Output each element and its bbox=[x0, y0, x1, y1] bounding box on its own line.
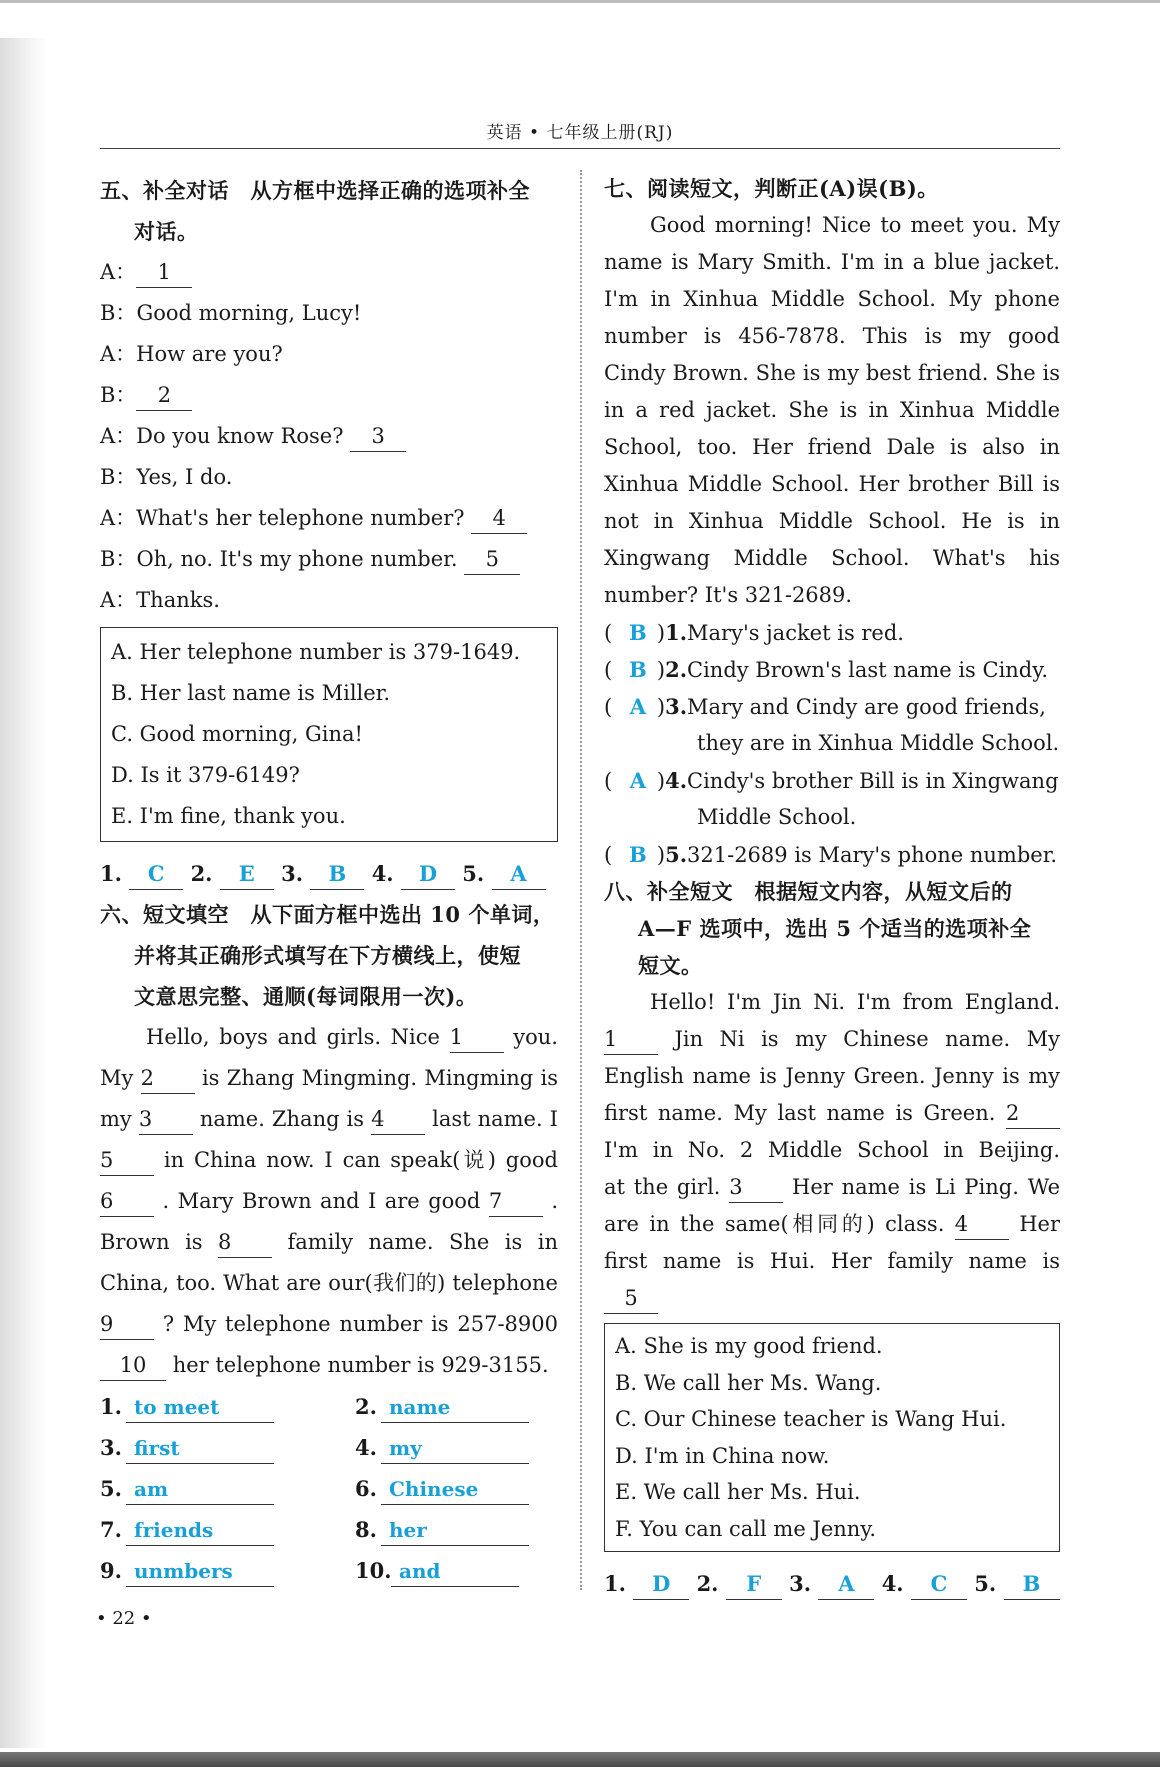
judge-item: ( B )2.Cindy Brown's last name is Cindy. bbox=[604, 651, 1060, 688]
answer-value: unmbers bbox=[126, 1556, 274, 1587]
passage-line: Cindy Brown. She is my best friend. She is bbox=[604, 361, 1060, 385]
header-rule bbox=[100, 148, 1060, 149]
dialogue-line: B： 2 bbox=[100, 375, 558, 416]
answer-value: Chinese bbox=[381, 1474, 529, 1505]
dialogue-line: A：What's her telephone number? 4 bbox=[100, 498, 558, 539]
section8-options-box bbox=[604, 1323, 1060, 1552]
judge-item-cont: Middle School. bbox=[697, 805, 857, 829]
passage-line: Xingwang Middle School. What's his bbox=[604, 546, 1060, 570]
answer-cell: 4. my bbox=[355, 1427, 555, 1468]
answer-value: my bbox=[381, 1433, 529, 1464]
judge-answer: B bbox=[629, 657, 647, 682]
passage-blank: 1 bbox=[450, 1022, 504, 1053]
passage-line: 10 her telephone number is 929-3155. bbox=[100, 1345, 558, 1386]
option-item: D. Is it 379-6149? bbox=[111, 763, 300, 787]
passage-line: in a red jacket. She is in Xinhua Middle bbox=[604, 398, 1060, 422]
option-item: A. Her telephone number is 379-1649. bbox=[111, 640, 521, 664]
passage-line: School, too. Her friend Dale is also in bbox=[604, 435, 1060, 459]
section8-answers: 1. D 2. F 3. A 4. C 5. B bbox=[604, 1564, 1060, 1604]
passage-line: name is Mary Smith. I'm in a blue jacket. bbox=[604, 250, 1060, 274]
answer-value: D bbox=[401, 859, 455, 890]
passage-line: not in Xinhua Middle School. He is in bbox=[604, 509, 1060, 533]
column-divider bbox=[580, 170, 582, 1590]
dialogue-blank: 4 bbox=[471, 503, 527, 534]
answer-cell: 1. to meet bbox=[100, 1386, 355, 1427]
dialogue-line: B：Yes, I do. bbox=[100, 465, 233, 489]
passage-blank: 1 bbox=[604, 1024, 658, 1055]
answer-value: D bbox=[633, 1569, 689, 1600]
passage-line: my 3 name. Zhang is 4 last name. I bbox=[100, 1099, 558, 1140]
section8-title: 八、补全短文 根据短文内容，从短文后的 bbox=[604, 879, 1013, 904]
judge-answer: A bbox=[629, 694, 647, 719]
dialogue-line: A：Do you know Rose? 3 bbox=[100, 416, 558, 457]
passage-line: 5 in China now. I can speak(说) good bbox=[100, 1140, 558, 1181]
dialogue-line: B：Oh, no. It's my phone number. 5 bbox=[100, 539, 558, 580]
passage-line: Brown is 8 family name. She is in bbox=[100, 1222, 558, 1263]
answer-value: C bbox=[129, 859, 183, 890]
answer-value: E bbox=[220, 859, 274, 890]
judge-answer: A bbox=[629, 768, 647, 793]
option-item: C. Our Chinese teacher is Wang Hui. bbox=[615, 1407, 1007, 1431]
passage-line: My 2 is Zhang Mingming. Mingming is bbox=[100, 1058, 558, 1099]
passage-blank: 9 bbox=[100, 1309, 154, 1340]
answer-cell: 7. friends bbox=[100, 1509, 355, 1550]
option-item: D. I'm in China now. bbox=[615, 1443, 830, 1468]
answer-value: am bbox=[126, 1474, 274, 1505]
dialogue-blank: 3 bbox=[350, 421, 406, 452]
answer-value: A bbox=[818, 1569, 874, 1600]
passage-blank: 8 bbox=[218, 1227, 272, 1258]
passage-blank: 2 bbox=[1006, 1098, 1060, 1129]
section5-title: 五、补全对话 从方框中选择正确的选项补全 bbox=[100, 178, 530, 203]
passage-line: I'm in No. 2 Middle School in Beijing. bbox=[604, 1138, 1060, 1162]
dialogue-blank: 1 bbox=[136, 257, 192, 288]
judge-item: ( A )3.Mary and Cindy are good friends, bbox=[604, 688, 1060, 725]
passage-line: are in the same(相同的) class. 4 Her bbox=[604, 1206, 1060, 1243]
answer-value: friends bbox=[126, 1515, 274, 1546]
passage-line bbox=[604, 1280, 1060, 1317]
dialogue-line: B：Good morning, Lucy! bbox=[100, 301, 362, 325]
right-column bbox=[604, 170, 1060, 1604]
dialogue-blank: 5 bbox=[464, 544, 520, 575]
judge-item-cont: they are in Xinhua Middle School. bbox=[697, 731, 1060, 755]
section8-title-cont: A—F 选项中，选出 5 个适当的选项补全 bbox=[638, 916, 1032, 941]
dialogue-line: A： 1 bbox=[100, 252, 558, 293]
page-header: 英语 • 七年级上册(RJ) bbox=[486, 123, 674, 143]
bottom-edge bbox=[0, 1752, 1160, 1767]
section6-title: 六、短文填空 从下面方框中选出 10 个单词， bbox=[100, 902, 555, 927]
passage-blank: 4 bbox=[371, 1104, 425, 1135]
passage-line: 6 . Mary Brown and I are good 7 . bbox=[100, 1181, 558, 1222]
answer-cell: 9. unmbers bbox=[100, 1550, 355, 1591]
answer-cell: 2. name bbox=[355, 1386, 555, 1427]
passage-line: 9 ? My telephone number is 257-8900 bbox=[100, 1304, 558, 1345]
answer-cell: 3. first bbox=[100, 1427, 355, 1468]
page-number: • 22 • bbox=[96, 1608, 152, 1629]
passage-line: first name. My last name is Green. 2 bbox=[604, 1095, 1060, 1132]
passage-line: Good morning! Nice to meet you. My bbox=[650, 213, 1060, 237]
option-item: C. Good morning, Gina! bbox=[111, 722, 363, 746]
judge-item: ( A )4.Cindy's brother Bill is in Xingwang bbox=[604, 762, 1060, 799]
passage-line: I'm in Xinhua Middle School. My phone bbox=[604, 287, 1060, 311]
passage-blank: 7 bbox=[489, 1186, 543, 1217]
answer-value: her bbox=[381, 1515, 529, 1546]
answer-value: first bbox=[126, 1433, 274, 1464]
page-binding-shadow bbox=[0, 38, 48, 1748]
passage-blank: 6 bbox=[100, 1186, 154, 1217]
answer-value: A bbox=[492, 859, 546, 890]
option-item: A. She is my good friend. bbox=[615, 1334, 883, 1358]
answer-cell: 6. Chinese bbox=[355, 1468, 555, 1509]
section5-answers: 1. C 2. E 3. B 4. D 5. A bbox=[100, 854, 558, 894]
judge-item: ( B )5.321-2689 is Mary's phone number. bbox=[604, 836, 1060, 873]
passage-line: at the girl. 3 Her name is Li Ping. We bbox=[604, 1169, 1060, 1206]
section6-title-cont: 文意思完整、通顺(每词限用一次)。 bbox=[134, 984, 478, 1009]
option-item: B. We call her Ms. Wang. bbox=[615, 1370, 882, 1395]
section6-title-cont: 并将其正确形式填写在下方横线上，使短 bbox=[134, 943, 521, 968]
answer-cell: 5. am bbox=[100, 1468, 355, 1509]
answer-cell: 10. and bbox=[355, 1550, 555, 1591]
passage-line: China, too. What are our(我们的) telephone bbox=[100, 1271, 558, 1295]
answer-value: B bbox=[1004, 1569, 1060, 1600]
passage-line: 1 Jin Ni is my Chinese name. My bbox=[604, 1021, 1060, 1058]
dialogue-blank: 2 bbox=[136, 380, 192, 411]
passage-blank: 5 bbox=[100, 1145, 154, 1176]
judge-answer: B bbox=[629, 620, 647, 645]
answer-cell: 8. her bbox=[355, 1509, 555, 1550]
answer-value: C bbox=[911, 1569, 967, 1600]
dialogue-line: A：Thanks. bbox=[100, 588, 220, 612]
judge-answer: B bbox=[629, 842, 647, 867]
answer-value: to meet bbox=[126, 1392, 274, 1423]
option-item: F. You can call me Jenny. bbox=[615, 1516, 877, 1541]
dialogue-line: A：How are you? bbox=[100, 342, 283, 366]
option-item: E. I'm fine, thank you. bbox=[111, 804, 346, 828]
passage-blank: 2 bbox=[141, 1063, 195, 1094]
answer-value: name bbox=[381, 1392, 529, 1423]
passage-line: Xinhua Middle School. Her brother Bill is bbox=[604, 472, 1060, 496]
top-edge bbox=[0, 0, 1160, 3]
answer-value: F bbox=[726, 1569, 782, 1600]
judge-item: ( B )1.Mary's jacket is red. bbox=[604, 614, 1060, 651]
passage-line: number is 456-7878. This is my good bbox=[604, 324, 1060, 348]
answer-value: B bbox=[310, 859, 364, 890]
left-column bbox=[100, 170, 558, 1591]
option-item: B. Her last name is Miller. bbox=[111, 681, 391, 705]
section7-title: 七、阅读短文，判断正(A)误(B)。 bbox=[604, 176, 939, 201]
passage-blank: 5 bbox=[604, 1283, 658, 1314]
passage-line: Hello! I'm Jin Ni. I'm from England. bbox=[650, 990, 1060, 1014]
passage-blank: 4 bbox=[955, 1209, 1009, 1240]
option-item: E. We call her Ms. Hui. bbox=[615, 1480, 861, 1504]
passage-line: Hello, boys and girls. Nice 1 you. bbox=[100, 1017, 558, 1058]
passage-line: number? It's 321-2689. bbox=[604, 583, 853, 607]
section5-title-cont: 对话。 bbox=[134, 219, 199, 244]
passage-blank: 3 bbox=[139, 1104, 193, 1135]
passage-line: first name is Hui. Her family name is bbox=[604, 1249, 1060, 1273]
section8-title-cont: 短文。 bbox=[638, 953, 703, 978]
passage-blank: 3 bbox=[729, 1172, 783, 1203]
section6-answers bbox=[100, 1386, 558, 1591]
passage-blank: 10 bbox=[100, 1350, 166, 1381]
section5-options-box bbox=[100, 627, 558, 842]
answer-value: and bbox=[391, 1556, 519, 1587]
passage-line: English name is Jenny Green. Jenny is my bbox=[604, 1064, 1060, 1088]
